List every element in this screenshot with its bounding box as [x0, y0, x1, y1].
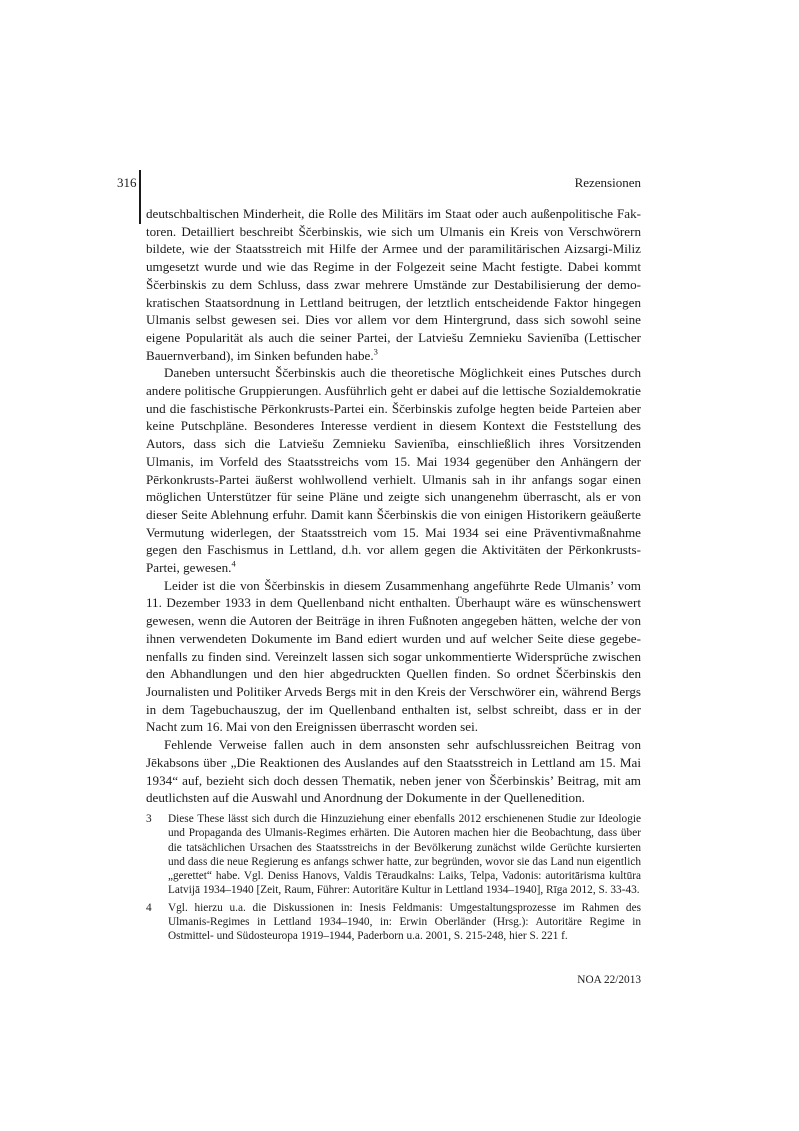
paragraph-1: [146, 205, 641, 364]
footnote-text: Diese These lässt sich durch die Hinzuziehung einer ebenfalls 2012 erschienenen Studie zur Ideologie und Propaganda des Ulmanis-Regimes erhärten. Die Autoren machen hier die Beobachtung, dass über die tatsächlichen Ursachen des Staatsstreichs in der Bevölkerung zunächst wilde Gerüchte kursierten und dass die neue Regierung es anfangs schwer hatte, zur begründen, wovor sie das Land nun eigentlich „gerettet“ habe. Vgl. Deniss Hanovs, Valdis Tēraudkalns: Laiks, Telpa, Vadonis: autoritārisma kultūra Latvijā 1934–1940 [Zeit, Raum, Führer: Autoritäre Kultur in Lettland 1934–1940], Rīga 2012, S. 33-43.: [168, 813, 641, 897]
paragraph-3: Leider ist die von Ščerbinskis in diesem Zusammenhang angeführte Rede Ulmanis’ vom 11. Dezember 1933 in dem Quellenband nicht enthalten. Überhaupt wäre es wünschenswert gewesen, wenn die Autoren der Beiträge in ihren Fußnoten angegeben hätten, welche der von ihnen verwendeten Dokumente im Band ediert wurden und auf welcher Seite diese gegebenenfalls zu finden sind. Vereinzelt lassen sich sogar unkommentierte Widersprüche zwischen den Abhandlungen und den hier abgedruckten Quellen finden. So ordnet Ščerbinskis den Journalisten und Politiker Arveds Bergs mit in den Kreis der Verschwörer ein, während Bergs in dem Tagebuchauszug, der im Quellenband enthalten ist, selbst schreibt, dass er in der Nacht zum 16. Mai von den Ereignissen überrascht worden sei.: [146, 577, 641, 735]
footnote-marker-3: 3: [373, 346, 378, 357]
footnote-4: [146, 901, 641, 944]
footnote-text: Vgl. hierzu u.a. die Diskussionen in: Inesis Feldmanis: Umgestaltungsprozesse im Rahmen des Ulmanis-Regimes in Lettland 1934–1940, in: Erwin Oberländer (Hrsg.): Autoritäre Regime in Ostmittel- und Südosteuropa 1919–1944, Paderborn u.a. 2001, S. 215-248, hier S. 221 f.: [168, 901, 641, 943]
body-text: [146, 205, 641, 807]
paragraph-2-text: Daneben untersucht Ščerbinskis auch die theoretische Möglichkeit eines Putsches durch andere politische Gruppierungen. Ausführlich geht er dabei auf die lettische Sozialdemokratie und die faschistische Pērkonkrusts-Partei ein. Ščerbinskis zufolge hegten beide Parteien aber keine Putschpläne. Besonderes Interesse verdient in diesem Kontext die Feststellung des Autors, dass sich die Latviešu Zemnieku Savienība, einschließlich ihres Vorsitzenden Ulmanis, im Vorfeld des Staatsstreichs vom 15. Mai 1934 gegenüber den Anhängern der Pērkonkrusts-Partei äußerst wohlwollend verhielt. Ulmanis sah in ihr anfangs sogar einen möglichen Unterstützer für seine Pläne und zeigte sich unangenehm überrascht, als er von dieser Seite Ablehnung erfuhr. Damit kann Ščerbinskis die von einigen Historikern geäußerte Vermutung widerlegen, der Staatsstreich vom 15. Mai 1934 sei eine Präventivmaßnahme gegen den Faschismus in Lettland, d.h. vor allem gegen die Aktivitäten der Pērkonkrusts-Partei, gewesen.: [146, 365, 641, 576]
footnote-number: 3: [146, 813, 152, 825]
footnote-number: 4: [146, 901, 152, 914]
running-head: Rezensionen: [574, 175, 641, 190]
page-number: 316: [117, 175, 137, 190]
header-rule: [139, 170, 141, 224]
paragraph-2: [146, 364, 641, 576]
footnote-3: [146, 812, 641, 898]
footnotes: [146, 812, 641, 947]
footnote-marker-4: 4: [231, 558, 236, 569]
paragraph-4: Fehlende Verweise fallen auch in dem ansonsten sehr aufschlussreichen Beitrag von Jēkabsons über „Die Reaktionen des Auslandes auf den Staatsstreich in Lettland am 15. Mai 1934“ auf, bezieht sich doch dessen Thematik, neben jener von Ščerbinskis’ Beitrag, mit am deutlichsten auf die Auswahl und Anordnung der Dokumente in der Quellenedition.: [146, 737, 641, 806]
journal-reference: NOA 22/2013: [577, 974, 641, 986]
paragraph-1-text: deutschbaltischen Minderheit, die Rolle des Militärs im Staat oder auch außenpolitische Faktoren. Detailliert beschreibt Ščerbinskis, wie sich um Ulmanis ein Kreis von Verschwörern bildete, wie der Staatsstreich mit Hilfe der Armee und der paramilitärischen Aizsargi-Miliz umgesetzt wurde und wie das Regime in der Folgezeit seine Macht festigte. Dabei kommt Ščerbinskis zu dem Schluss, dass zwar mehrere Umstände zur Destabilisierung der demokratischen Staatsordnung in Lettland beitrugen, der letztlich entscheidende Faktor hingegen Ulmanis selbst gewesen sei. Dies vor allem vor dem Hintergrund, dass sich sowohl seine eigene Popularität als auch die seiner Partei, der Latviešu Zemnieku Savienība (Lettischer Bauernverband), im Sinken befunden habe.: [146, 206, 641, 363]
